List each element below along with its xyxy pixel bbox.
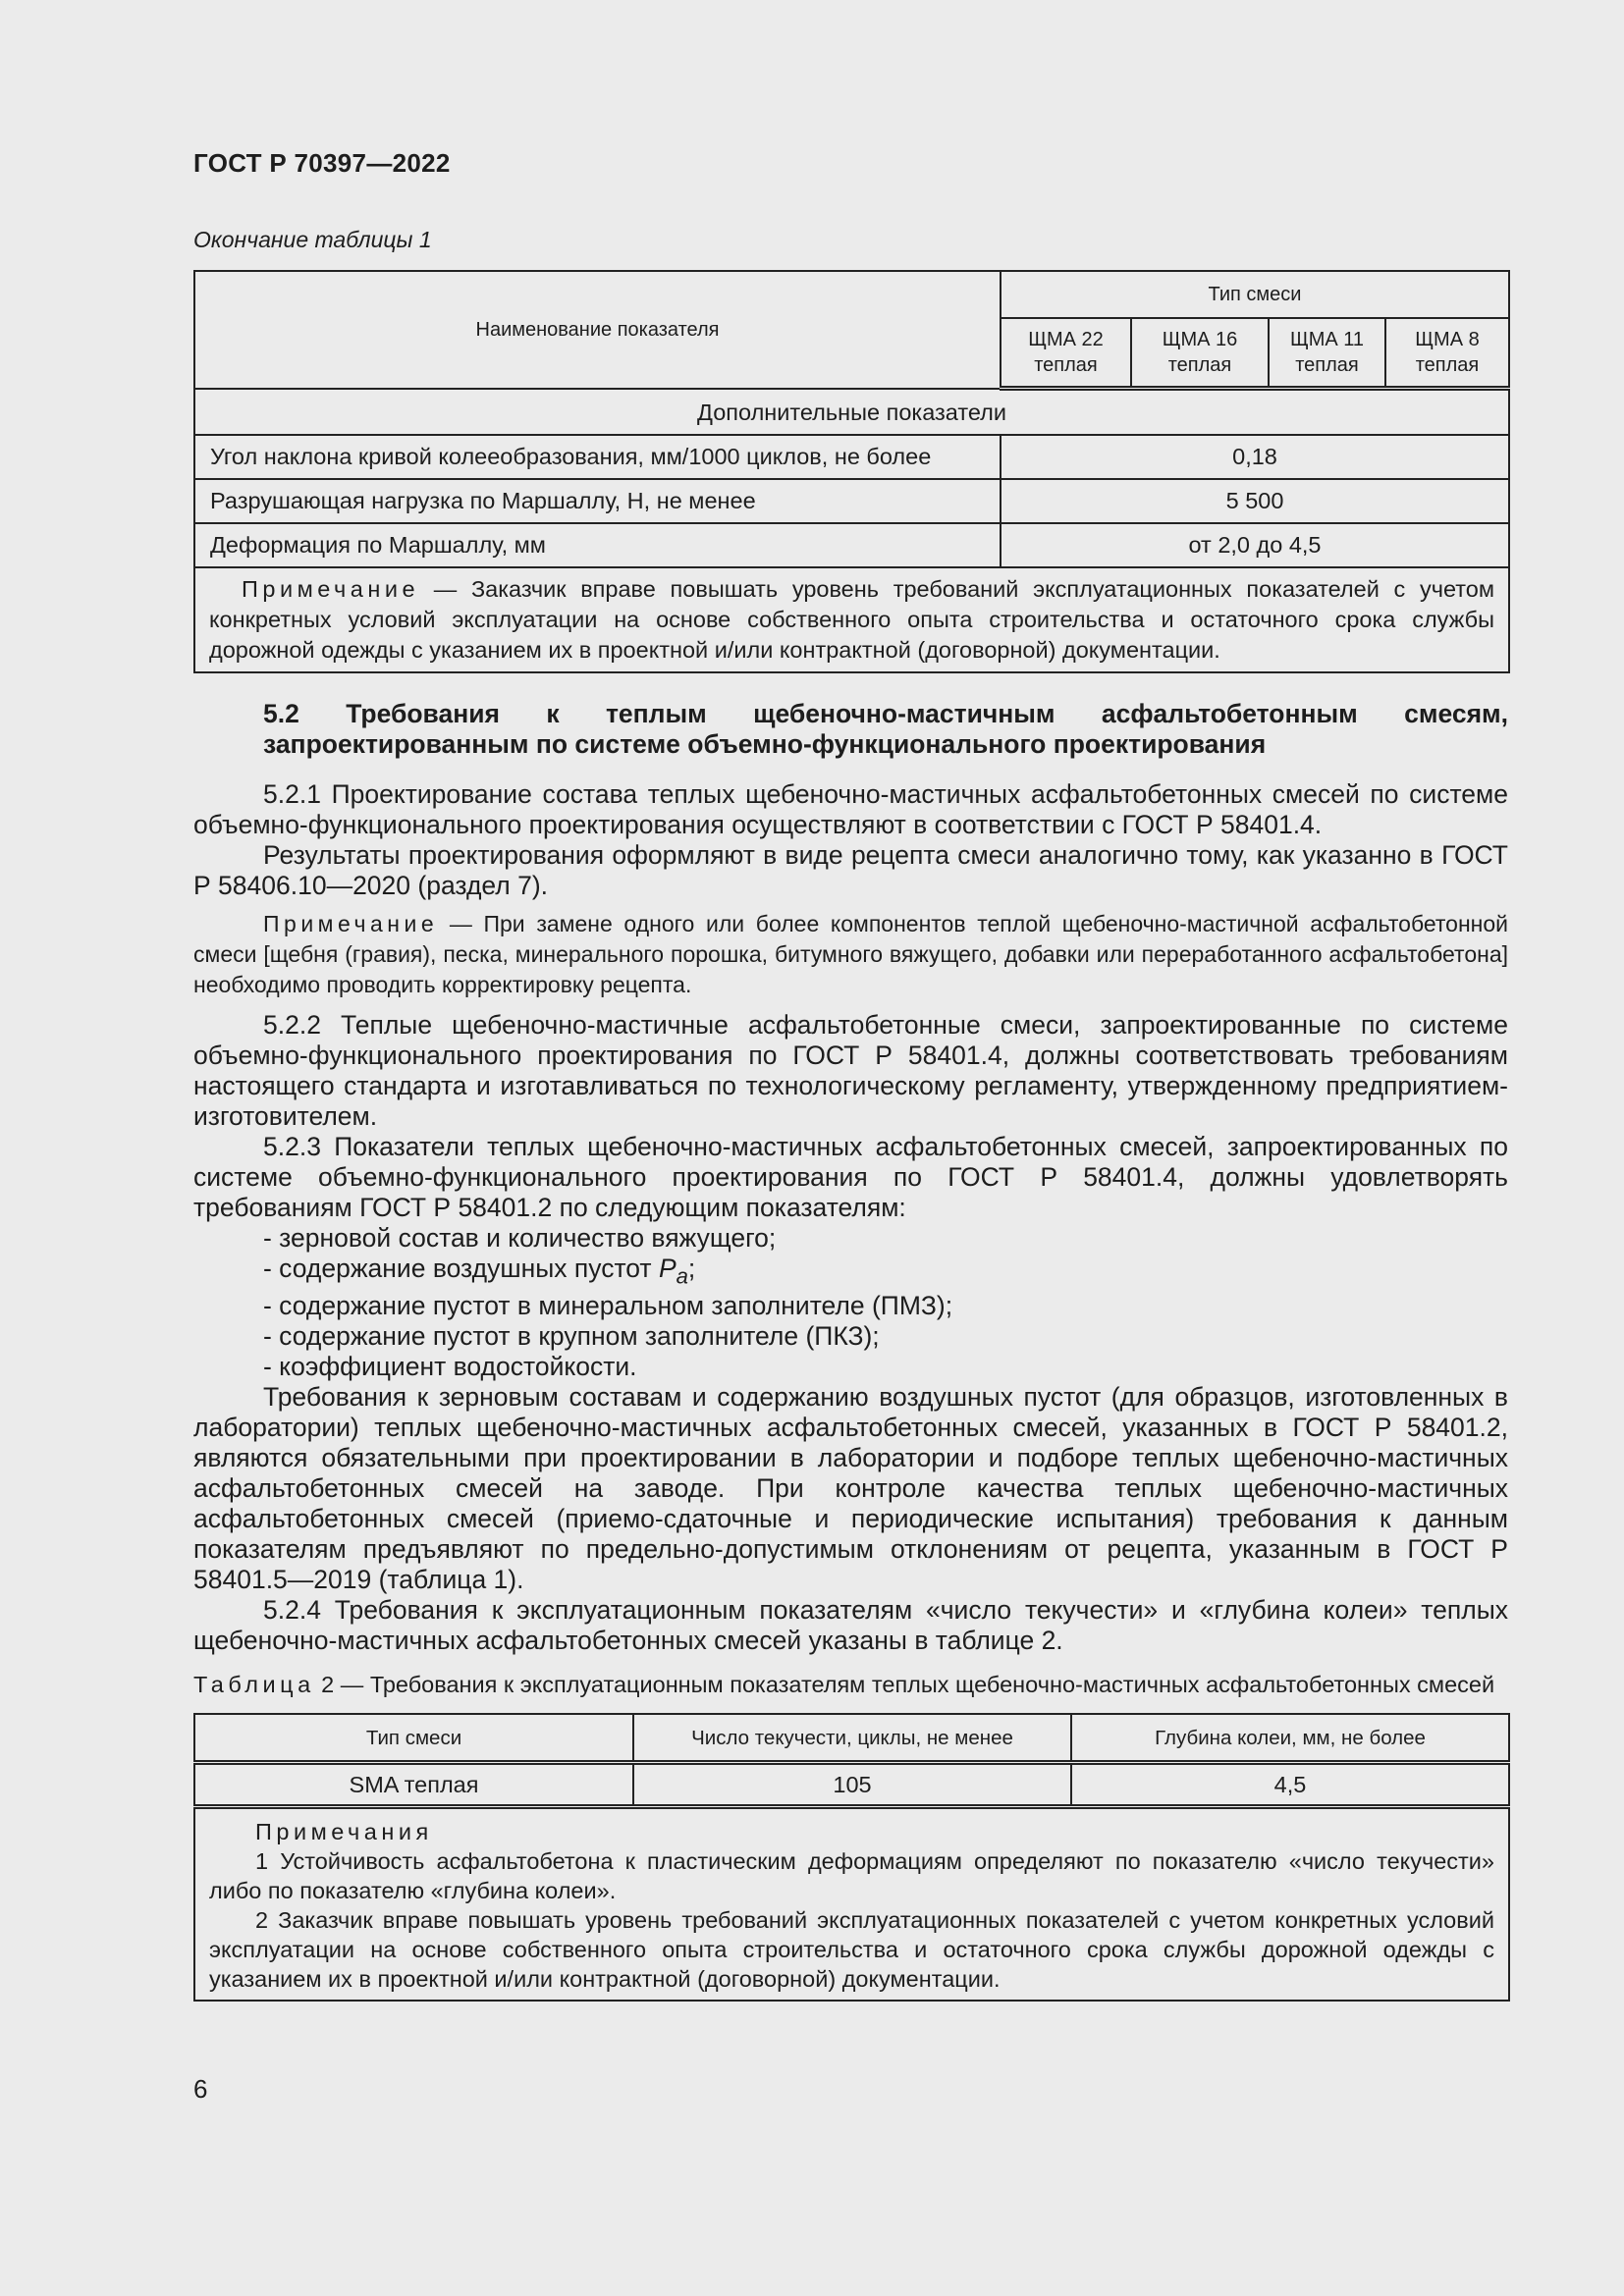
paragraph-5-2-2: 5.2.2 Теплые щебеночно-мастичные асфальтобетонные смеси, запроектированные по системе объемно-функционального проектирования по ГОСТ Р 58401.4, должны соответствовать требованиям настоящего стандарта и изготавливаться по технологическому регламенту, утвержденному предприятием-изготовителем. (193, 1010, 1508, 1131)
table1-mix-header: ЩМА 11 теплая (1269, 318, 1385, 389)
table2-cell: SMA теплая (194, 1763, 633, 1807)
table1-col-name: Наименование показателя (194, 271, 1001, 389)
table1-mix-header: ЩМА 16 теплая (1131, 318, 1269, 389)
list-item: - содержание пустот в минеральном заполнителе (ПМЗ); (263, 1291, 953, 1321)
list-item: - коэффициент водостойкости. (263, 1352, 637, 1382)
table2-notes (194, 1807, 1509, 2002)
table2-header: Тип смеси (194, 1714, 633, 1763)
paragraph-5-2-3-requirements: Требования к зерновым составам и содержанию воздушных пустот (для образцов, изготовленных в лаборатории) теплых щебеночно-мастичных асфальтобетонных смесей, указанных в ГОСТ Р 58401.2, являются обязательными при проектировании в лаборатории и подборе теплых щебеночно-мастичных асфальтобетонных смесей на заводе. При контроле качества теплых щебеночно-мастичных асфальтобетонных смесей (приемо-сдаточные и периодические испытания) требования к данным показателям предъявляют по предельно-допустимым отклонениям от рецепта, указанным в ГОСТ Р 58401.5—2019 (таблица 1). (193, 1382, 1508, 1595)
page-number: 6 (193, 2074, 208, 2104)
table2-cell: 105 (633, 1763, 1071, 1807)
list-item: - содержание воздушных пустот $P_a$; (263, 1254, 696, 1289)
list-item: - зерновой состав и количество вяжущего; (263, 1223, 777, 1253)
table2 (193, 1713, 1510, 2002)
note-item: 2 Заказчик вправе повышать уровень требований эксплуатационных показателей с учетом конкретных условий эксплуатации на основе собственного опыта строительства и остаточного срока службы дорожной одежды с указанием их в проектной и/или контрактной (договорной) документации. (209, 1907, 1494, 1993)
note-label: Примечание (242, 576, 420, 602)
table2-header: Число текучести, циклы, не менее (633, 1714, 1071, 1763)
note-text: — Заказчик вправе повышать уровень требований эксплуатационных показателей с учетом конкретных условий эксплуатации на основе собственного опыта строительства и остаточного срока службы дорожной одежды с указанием их в проектной и/или контрактной (договорной) документации. (209, 576, 1495, 663)
paragraph-5-2-4: 5.2.4 Требования к эксплуатационным показателям «число текучести» и «глубина колеи» теплых щебеночно-мастичных асфальтобетонных смесей указаны в таблице 2. (193, 1595, 1508, 1656)
table-row (194, 435, 1509, 479)
table2-caption: Таблица 2 — Требования к эксплуатационным показателям теплых щебеночно-мастичных асфальтобетонных смесей (193, 1672, 1495, 1698)
table-row (194, 1763, 1509, 1807)
paragraph-5-2-1: 5.2.1 Проектирование состава теплых щебеночно-мастичных асфальтобетонных смесей по системе объемно-функционального проектирования осуществляют в соответствии с ГОСТ Р 58401.4. (193, 779, 1508, 839)
table1 (193, 270, 1510, 673)
note-item: 1 Устойчивость асфальтобетона к пластическим деформациям определяют по показателю «число текучести» либо по показателю «глубина колеи». (209, 1848, 1494, 1904)
table2-header: Глубина колеи, мм, не более (1071, 1714, 1509, 1763)
table-row (194, 479, 1509, 523)
table1-row-label: Разрушающая нагрузка по Маршаллу, Н, не менее (194, 479, 1001, 523)
section-body (193, 699, 1508, 2002)
table1-section-row: Дополнительные показатели (194, 389, 1509, 436)
section-note: Примечание — При замене одного или более компонентов теплой щебеночно-мастичной асфальтобетонной смеси [щебня (гравия), песка, минерального порошка, битумного вяжущего, добавки или переработанного асфальтобетона] необходимо проводить корректировку рецепта. (193, 911, 1508, 997)
table2-cell: 4,5 (1071, 1763, 1509, 1807)
table1-row-value: 5 500 (1001, 479, 1509, 523)
list-item: - содержание пустот в крупном заполнителе (ПКЗ); (263, 1321, 880, 1352)
table1-mix-header: ЩМА 22 теплая (1001, 318, 1131, 389)
table1-caption: Окончание таблицы 1 (193, 227, 432, 252)
table1-note (194, 567, 1509, 672)
standard-title: ГОСТ Р 70397—2022 (193, 148, 451, 178)
paragraph-5-2-3: 5.2.3 Показатели теплых щебеночно-мастичных асфальтобетонных смесей, запроектированных по системе объемно-функционального проектирования по ГОСТ Р 58401.4, должны удовлетворять требованиям ГОСТ Р 58401.2 по следующим показателям: (193, 1132, 1508, 1222)
table1-row-label: Деформация по Маршаллу, мм (194, 523, 1001, 567)
table-row (194, 523, 1509, 567)
table1-group-header: Тип смеси (1001, 271, 1509, 318)
paragraph-5-2-1-result: Результаты проектирования оформляют в виде рецепта смеси аналогично тому, как указанно в ГОСТ Р 58406.10—2020 (раздел 7). (193, 840, 1508, 900)
table1-row-value: от 2,0 до 4,5 (1001, 523, 1509, 567)
table1-mix-header: ЩМА 8 теплая (1385, 318, 1509, 389)
table1-row-label: Угол наклона кривой колееобразования, мм/1000 циклов, не более (194, 435, 1001, 479)
section-title: 5.2 Требования к теплым щебеночно-мастичным асфальтобетонным смесям, запроектированным по системе объемно-функционального проектирования (263, 699, 1508, 759)
table1-row-value: 0,18 (1001, 435, 1509, 479)
requirements-list (193, 1223, 1508, 1382)
notes-label: Примечания (255, 1819, 433, 1845)
